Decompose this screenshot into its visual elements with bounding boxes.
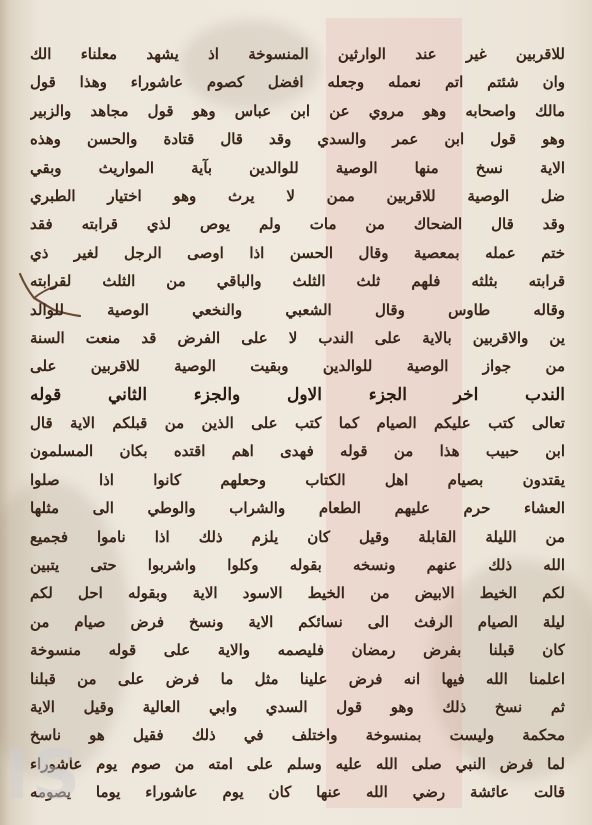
manuscript-line: لما فرض النبي صلى الله عليه وسلم على امته من صوم يوم عاشوراء: [30, 754, 565, 773]
manuscript-line: يقتدون بصيام اهل الكتاب وحعلهم كانوا اذا صلوا: [30, 470, 565, 489]
manuscript-line: وقد قال الضحاك من مات ولم يوص لذي قرابته فقد: [30, 215, 565, 234]
manuscript-line: من جواز الوصية للوالدين وبقيت الوصية للاقربين على: [30, 357, 565, 376]
manuscript-line: ضل الوصية للاقربين ممن لا يرث وهو اختيار الطبري: [30, 186, 565, 205]
manuscript-line: ين والاقربين بالاية على الندب لا على الفرض قد منعت السنة: [30, 328, 565, 347]
manuscript-line: تعالى كتب عليكم الصيام كما كتب على الذين من قبلكم الاية قال: [30, 414, 565, 433]
manuscript-line: محكمة وليست بمنسوخة واختلف في ذلك فقيل هو ناسخ: [30, 726, 565, 745]
watermark-logo: IS: [4, 736, 83, 815]
manuscript-line: لكم الخيط الابيض من الخيط الاسود الاية وبقوله احل لكم: [30, 584, 565, 603]
manuscript-line: مالك واصحابه وهو مروي عن ابن عباس وهو قول مجاهد والزبير: [30, 101, 565, 120]
manuscript-line: وان شئتم اتم نعمله وجعله افضل كصوم عاشوراء وهذا قول: [30, 73, 565, 92]
manuscript-line: اعلمنا الله فيها انه فرض علينا مثل ما فرض على من قبلنا: [30, 669, 565, 688]
manuscript-line: من الليلة القابلة وقيل كان يلزم ذلك اذا ناموا فجميع: [30, 527, 565, 546]
manuscript-line: العشاء حرم عليهم الطعام والشراب والوطي الى مثلها: [30, 499, 565, 518]
manuscript-line: قرابته بثلثه فلهم ثلث الثلث والباقي من الثلث لقرابته: [30, 272, 565, 291]
manuscript-line: قالت عائشة رضي الله عنها كان يوم عاشوراء يوما يصومه: [30, 783, 565, 802]
manuscript-line: ابن حبيب هذا من قوله فهدى اهم اقتده بكان المسلمون: [30, 442, 565, 461]
manuscript-line: الندب اخر الجزء الاول والجزء الثاني قوله: [30, 384, 565, 405]
manuscript-line: ختم عمله بمعصية وقال الحسن اذا اوصى الرجل لغير ذي: [30, 243, 565, 262]
manuscript-line: الله ذلك عنهم ونسخه بقوله وكلوا واشربوا حتى يتبين: [30, 556, 565, 575]
manuscript-line: ليلة الصيام الرفث الى نسائكم الاية ونسخ فرض صيام من: [30, 612, 565, 631]
manuscript-line: ثم نسخ ذلك وهو قول السدي وابي العالية وقيل الاية: [30, 697, 565, 716]
manuscript-line: للاقربين غير عند الوارثين المنسوخة اذ يشهد معلناء الك: [30, 45, 565, 63]
manuscript-line: الاية نسخ منها الوصية للوالدين بآية المواريث وبقي: [30, 158, 565, 177]
manuscript-text: [30, 40, 565, 807]
manuscript-line: وهو قول ابن عمر والسدي وقد قال قتادة والحسن وهذه: [30, 130, 565, 149]
manuscript-line: كان قبلنا بفرض رمضان فليصمه والاية على قوله منسوخة: [30, 641, 565, 660]
manuscript-line: وقاله طاوس وقال الشعبي والنخعي الوصية للوالد: [30, 300, 565, 319]
